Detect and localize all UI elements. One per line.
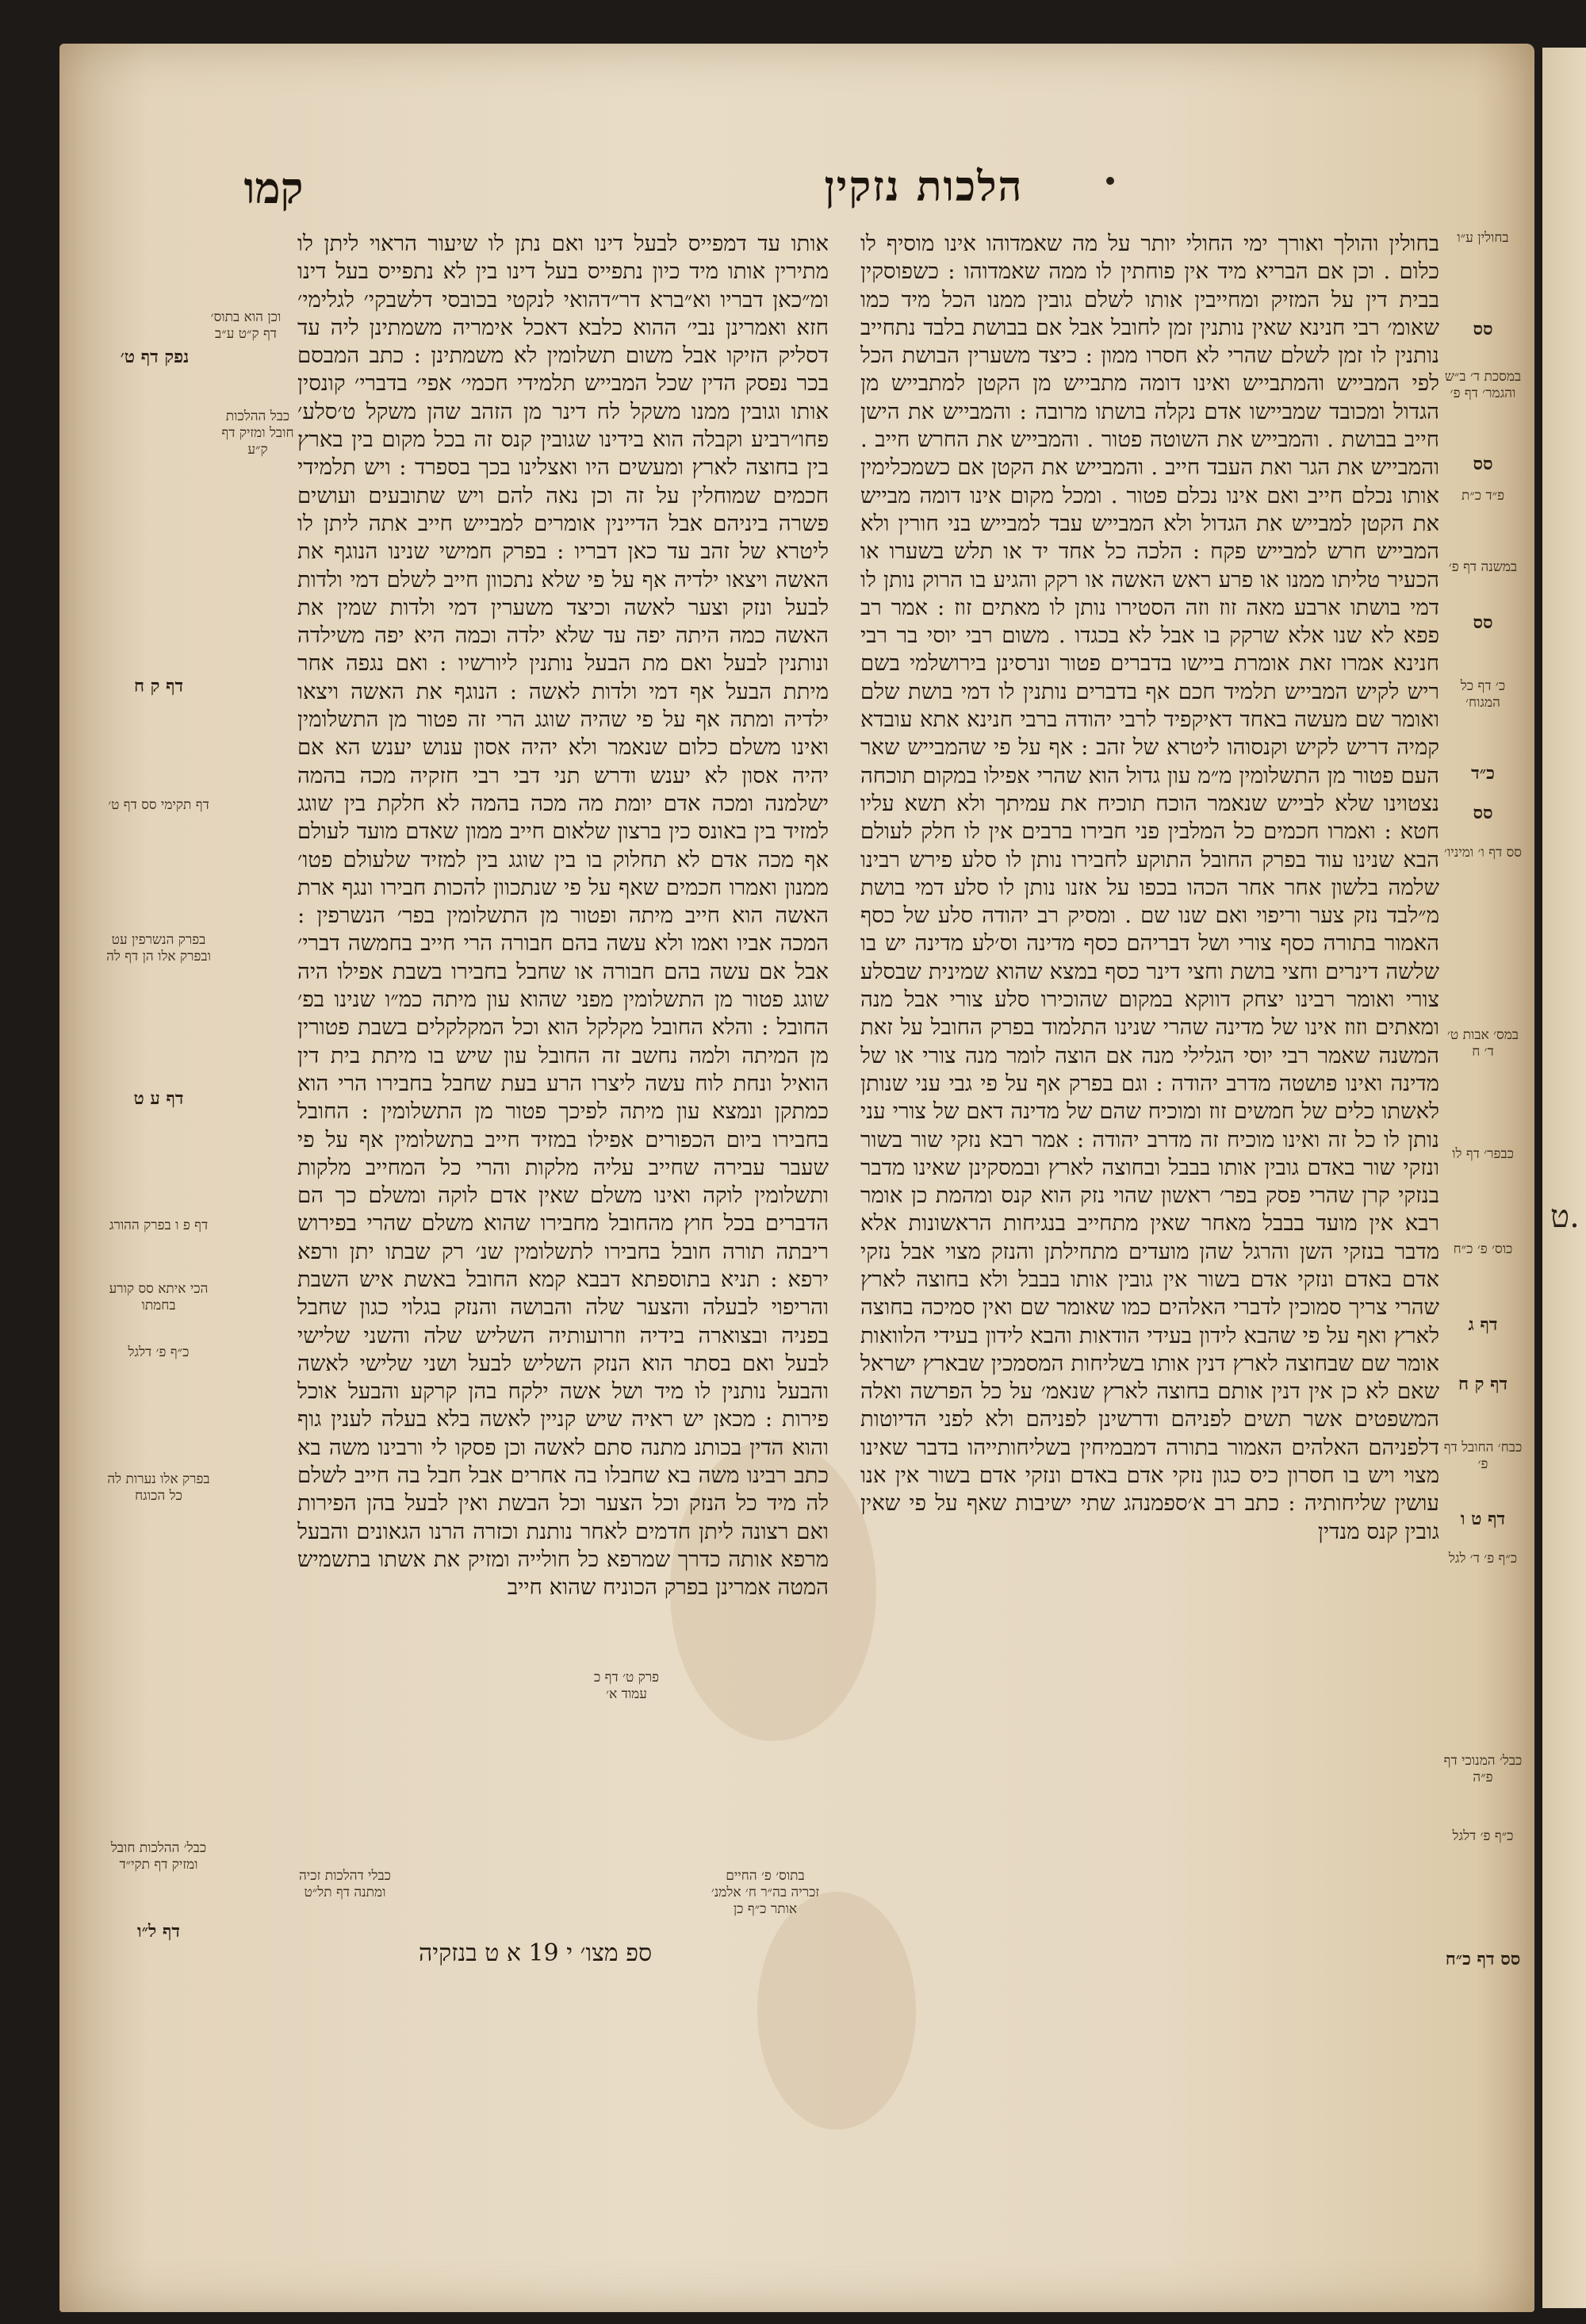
margin-note: כבפר׳ דף לו	[1452, 1146, 1514, 1162]
margin-note: דף ק ח	[133, 676, 184, 696]
margin-note: כוס׳ פ׳ כ״ח	[1453, 1241, 1513, 1257]
margin-note: במס׳ אבות ט׳ ד׳ ח	[1447, 1027, 1519, 1060]
margin-note: סס	[1473, 612, 1493, 633]
margin-note: דף תקימי סס דף ט׳	[108, 797, 209, 813]
margin-note: כבל׳ המנוכי דף פ״ה	[1443, 1753, 1523, 1785]
margin-note: כבח׳ החובל דף פ׳	[1443, 1440, 1523, 1472]
margin-note: דף ל״ו	[137, 1921, 180, 1942]
adjacent-page-mark: ט.	[1550, 1198, 1580, 1235]
margin-note: דף ט ו	[1460, 1509, 1506, 1529]
margin-note: פ״ד כ״ת	[1461, 488, 1505, 504]
margin-note: דף ג	[1468, 1314, 1498, 1335]
right-column-text: בחולין והולך ואורך ימי החולי יותר על מה שאמדוהו אינו מוסיף לו כלום . וכן אם הבריא מיד אין פוחתין לו ממה שאמדוהו : כשפוסקין בבית דין על המזיק ומחייבין אותו לשלם גובין ממנו הכל מיד כמו שאומ׳ רבי חנינא שאין נותנין זמן לחובל אבל אם בבושת בלבד נתחייב נותנין לו זמן לשלם שהרי לא חסרו ממון : כיצד משערין הבושת הכל לפי המבייש והמתבייש ואינו דומה מתבייש מן הקטן למתבייש מן הגדול ומכובד שמביישו אדם נקלה בושתו מרובה : והמבייש את הישן חייב בבושת . והמבייש את השוטה פטור . והמבייש את החרש חייב . והמבייש את הגר ואת העבד חייב . והמבייש את הקטן אם כשמכלימין אותו נכלם חייב ואם אינו נכלם פטור . ומכל מקום אינו דומה מבייש את הקטן למבייש את הגדול ולא המבייש עבד למבייש בני חורין ולא המבייש חרש למבייש פקח : הלכה כל אחד יד או תלש בשערו או הכעיר טליתו ממנו או פרע ראש האשה או רקק והגיע בו הרוק נותן לו דמי בושתו ארבע מאה זוז וזה הסטירו נותן לו מאתים זוז : אמר רב פפא לא שנו אלא שרקק בו אבל לא בכגדו . משום רבי יוסי בר רבי חנינא אמרו זאת אומרת ביישו בדברים פטור ונרסינן בירושלמי בשם ריש לקיש המבייש תלמיד חכם אף בדברים נותנין לו דמי בושת שלם ואומר שם מעשה באחד דאיקפיד לרבי יהודה ברבי חנינא אתא עובדא קמיה דריש לקיש וקנסוהו ליטרא של זהב : אף על פי שהמבייש שאר העם פטור מן התשלומין מ״מ עון גדול הוא שהרי אפילו במקום תוכחה נצטוינו שלא לבייש שנאמר הוכח תוכיח את עמיתך ולא תשא עליו חטא : ואמרו חכמים כל המלבין פני חבירו ברבים אין לו חלק לעולם הבא שנינו עוד בפרק החובל התוקע לחבירו נותן לו סלע פירש רבינו שלמה בלשון אחר אחר הכהו בכפו על אזנו נותן לו סלע דמי בושת מ״לבד נזק צער וריפוי ואם שנו שם . ומסיק רב יהודה סלע של כסף האמור בתורה כסף צורי ושל דבריהם כסף מדינה וס׳לע מדינה יש בו שלשה דינרים וחצי בושת וחצי דינר כסף במצא שהוא שמינית שבסלע צורי ואומר רבינו יצחק דווקא במקום שהוכירו סלע צורי אבל מנה ומאתים וזוז אינו של מדינה שהרי שנינו התלמוד בפרק החובל על זאת המשנה שאמר רבי יוסי הגלילי מנה אם הוצה לומר מנה צורי או של מדינה ואינו פושטה מדרב יהודה : וגם בפרק אף על פי גבי עני שנותן לאשתו כלים של חמשים זוז ומוכיח שהם של מדינה דאם של צורי עני נותן לו כל זה ואינו מוכיח זה מדרב יהודה : אמר רבא נזקי שור בשור ונזקי שור באדם גובין אותו בבבל ובחוצה לארץ ובמסקינן שאינו מדבר בנזקי קרן שהרי פסק בפר׳ ראשון שהוי נזק הוא קנס ומהמת כן אומר רבא אין מועד בבבל מאחר שאין מתחייב בנגיחות הראשונות אלא מדבר בנזקי השן והרגל שהן מועדים מתחילתן והנזק מצוי אבל נזקי אדם באדם ונזקי אדם בשור אין גובין אותו בבבל ולא בחוצה לארץ שהרי צריך סמוכין לדברי האלהים כמו שאומר שם ואין סמיכה בחוצה לארץ ואף על פי שהבא לידון בעידי הודאות והבא לידון בעידי הלוואות אומר שם שבחוצה לארץ דנין אותו בשליחות המסמכין שבארץ ישראל שאם לא כן אין דנין אותם בחוצה לארץ שנאמ׳ על כל הפרשה ואלה המשפטים אשר תשים לפניהם ודרשינן לפניהם ולא לפני הדיוטות דלפניהם האלהים האמור בתורה דמבמיחין בשליחותייהו בדבר שאינו מצוי ויש בו חסרון כיס כגון נזקי אדם באדם ונזקי אדם בשור אין אנו עושין שליחותיה : כתב רב א׳ספמנהג שתי ישיבות שאף על פי שאין גובין קנס מנדין	[860, 231, 1439, 1544]
adjacent-page	[1542, 48, 1586, 2308]
margin-note: בחולין ע״ו	[1457, 230, 1509, 246]
margin-note: כ״ף פ׳ ד׳ לגל	[1448, 1551, 1518, 1567]
margin-note: כבל ההלכות חובל ומזיק דף ק״ע	[221, 408, 294, 458]
inline-note: כבלי דהלכות זכיה ומתנה דף תל״ט	[299, 1868, 391, 1900]
right-column	[860, 230, 1439, 1995]
margin-note: וכן הוא בתוס׳ דף ק״ט ע״ב	[210, 309, 282, 342]
margin-note: במסכת ד׳ ב״ש והגמר׳ דף פ׳	[1444, 369, 1522, 401]
margin-note: דף פ ו בפרק ההורג	[109, 1218, 209, 1233]
inline-note: בתוס׳ פ׳ החיים זכריה בה״ר ח׳ אלמנ׳ אותר כ״ף כן	[711, 1868, 820, 1917]
margin-note: כבל׳ ההלכות חובל ומזיק דף תקי״ד	[110, 1840, 207, 1873]
inline-note: פרק ט׳ דף כ עמוד א׳	[593, 1670, 660, 1702]
margin-note: כ״ד	[1471, 763, 1495, 784]
margin-note: במשנה דף פ׳	[1448, 559, 1518, 575]
folio-number: קמו	[243, 163, 304, 213]
text-area	[59, 44, 1534, 2312]
margin-note: סס	[1473, 454, 1493, 474]
margin-note: בפרק אלו נערות לה כל הכוגח	[107, 1471, 210, 1504]
margin-note: הכי איתא סס קורע בחמתו	[109, 1281, 209, 1313]
left-column-text: אותו עד דמפייס לבעל דינו ואם נתן לו שיעור הראוי ליתן לו מתירין אותו מיד כיון נתפייס בעל דינו בין לא נתפייס בעל דינו ומ״כאן דבריו וא״ברא דר״דהואי לנקטי בכובסי דלשבקי׳ לגלימי׳ חזא ואמרינן נבי׳ ההוא כלבא דאכל אימריה משמתינן ליה עד דסליק הזיקו אבל משום תשלומין לא משמתינן : כתב המבסם בכר נפסק הדין שכל המבייש תלמידי חכמי׳ אפי׳ בדברי׳ קונסין אותו וגובין ממנו משקל לח דינר מן הזהב שהן משקל ט׳סלע׳ פחו״רביע וקבלה הוא בידינו שגובין קנס זה בכל מקום בין בארץ בין בחוצה לארץ ומעשים היו ואצלינו בכך בספרד : ויש תלמידי חכמים שמוחלין על זה וכן נאה להם ויש שתובעים ועושים פשרה ביניהם אבל הדיינין אומרים למבייש חייב אתה ליתן לו ליטרא של זהב עד כאן דבריו : בפרק חמישי שנינו הנוגף את האשה ויצאו ילדיה אף על פי שלא נתכוון חייב לשלם דמי ולדות לבעל ונזק וצער לאשה וכיצד משערין דמי ולדות שמין את האשה כמה היתה יפה עד שלא ילדה וכמה היא יפה משילדה ונותנין לבעל ואם מת הבעל נותנין ליורשיו : ואם נגפה אחר מיתת הבעל אף דמי ולדות לאשה : הנוגף את האשה ויצאו ילדיה ומתה אף על פי שהיה שוגג הרי זה פטור מן התשלומין ואינו משלם כלום שנאמר ולא יהיה אסון ענוש יענש הא אם יהיה אסון לא יענש ודרש תני דבי רבי חזקיה מכה בהמה ישלמנה ומכה אדם יומת מה מכה בהמה לא חלקת בין שוגג למזיד בין באונס כין ברצון שלאום חייב ממון שאדם מועד לעולם אף מכה אדם לא תחלוק בו בין שוגג בין למזיד שלעולם פטו׳ ממנון ואמרו חכמים שאף על פי שנתכוון להכות חבירו ונגף ארת האשה הוא חייב מיתה ופטור מן התשלומין בפר׳ הנשרפין : המכה אביו ואמו ולא עשה בהם חבורה הרי חייב בחמשה דברי׳ אבל אם עשה בהם חבורה או שחבל בחבירו בשבת אפילו היה שוגג פטור מן התשלומין מפני שהוא עון מיתה כמ״ו שנינו בפ׳ החובל : והלא החובל מקלקל הוא וכל המקלקלים בשבת פטורין מן המיתה ולמה נחשב זה החובל עון שיש בו מיתת בית דין הואיל ונחת לוח עשה ליצרו הרע בעת שחבל בחבירו הרי הוא כמתקן ונמצא עון מיתה לפיכך פטור מן התשלומין : החובל בחבירו ביום הכפורים אפילו במזיד חייב בתשלומין אף על פי שעבר עבירה שחייב עליה מלקות והרי כל המחייב מלקות ותשלומין לוקה ואינו משלם שאין אדם לוקה ומשלם כך הם הדברים בכל חוץ מהחובל מחבירו שהוא משלם שהרי בפירוש ריבתה תורה חובל בחבירו לתשלומין שנ׳ רק שבתו יתן ורפא ירפא : תניא בתוספתא דבבא קמא החובל באשת איש השבת והריפוי לבעלה והצער שלה והבושה והנזק בגלוי כגון שחבל בפניה ובצוארה בידיה וזרועותיה השליש שלה והשני שלישי לבעל ואם בסתר הוא הנזק השליש לבעל ושני שלישי לאשה והבעל נותנין לו מיד ושל אשה ילקח בהן קרקע והבעל אוכל פירות : מכאן יש ראיה שיש קניין לאשה בלא בעלה לענין גוף והוא הדין בכותנ מתנה סתם לאשה וכן פסקו לי ורבינו משה בא כתב רבינו משה בא שחבלו בה אחרים אבל חבל בה חייב לשלם לה מיד כל הנזק וכל הצער וכל הבשת ואין לבעל בהן הפירות ואם רצונה ליתן חדמים לאחר נותנת וכזרה הרנו הגאונים והבעל מרפא אותה כדרך שמרפא כל חולייה ומזיק את אשתו בתשמיש המטה אמרינן בפרק הכוניח שהוא חייב	[297, 231, 829, 1601]
catchword: ספ מצו׳ י 19 א ט בנזקיה	[418, 1939, 653, 1967]
margin-note: סס	[1473, 803, 1493, 823]
left-column	[297, 230, 829, 1919]
margin-note: כ״ף פ׳ דלגל	[1452, 1828, 1514, 1844]
margin-note: בפרק הנשרפין עט ובפרק אלו הן דף לה	[106, 932, 211, 964]
margin-note: סס דף ו׳ ומיניו׳	[1444, 845, 1522, 861]
margin-note: סס דף כ״ח	[1445, 1949, 1521, 1969]
margin-note: נפק דף ט׳	[120, 347, 190, 367]
page-title: הלכות נזקין	[824, 163, 1024, 211]
margin-note: כ״ף פ׳ דלגל	[128, 1344, 190, 1360]
margin-note: דף ק ח	[1458, 1374, 1508, 1394]
margin-note: סס	[1473, 319, 1493, 339]
margin-note: דף ע ט	[133, 1088, 184, 1109]
margin-note: כ׳ דף כל המגוח׳	[1460, 678, 1506, 711]
